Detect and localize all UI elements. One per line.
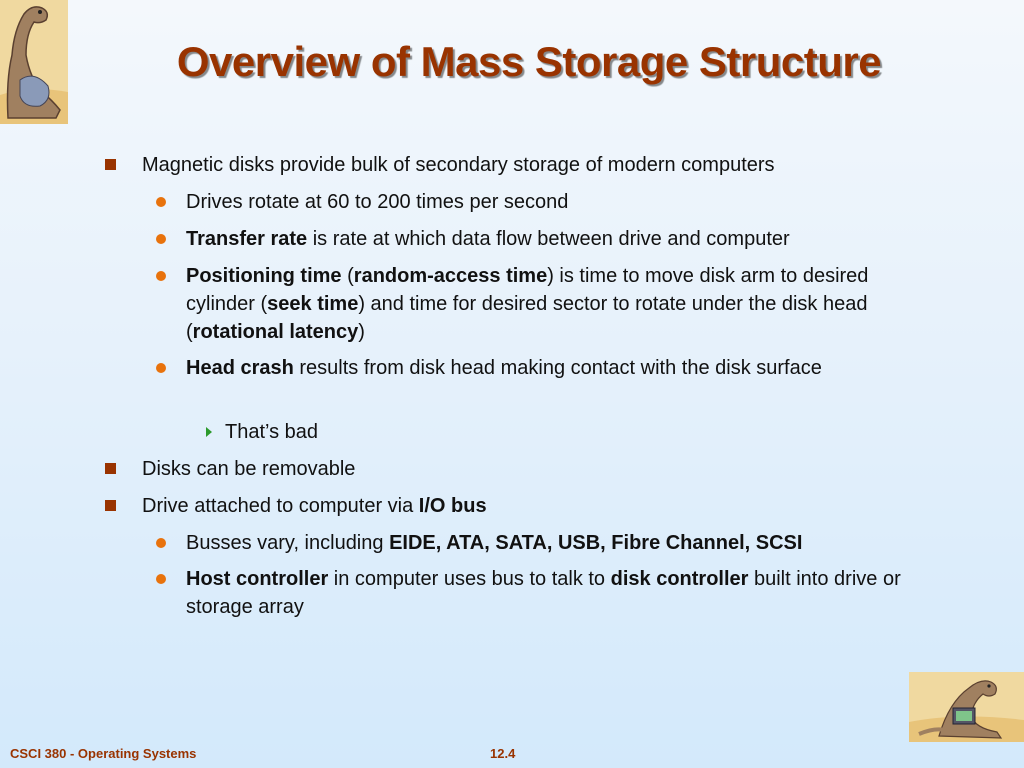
square-bullet-icon — [105, 500, 116, 511]
arrow-bullet-icon — [206, 427, 212, 437]
bullet-magnetic-disks: Magnetic disks provide bulk of secondary storage of modern computers — [142, 154, 775, 176]
dot-bullet-icon — [156, 234, 166, 244]
bullet-thats-bad: That’s bad — [225, 421, 319, 443]
dot-bullet-icon — [156, 538, 166, 548]
dinosaur-computer-icon — [909, 672, 1024, 742]
slide-title: Overview of Mass Storage Structure — [176, 38, 882, 85]
dot-bullet-icon — [156, 271, 166, 281]
dot-bullet-icon — [156, 197, 166, 207]
dot-bullet-icon — [156, 574, 166, 584]
footer-course: CSCI 380 - Operating Systems — [10, 746, 197, 761]
bullet-removable: Disks can be removable — [142, 458, 356, 480]
bullet-positioning-time: Positioning time (random-access time) is time to move disk arm to desired cylinder (seek time) and time for desired sector to rotate under the disk head (rotational latency) — [186, 265, 869, 343]
bullet-transfer-rate: Transfer rate is rate at which data flow between drive and computer — [186, 228, 790, 250]
bullet-drive-attached: Drive attached to computer via I/O bus — [142, 495, 487, 517]
footer-page-number: 12.4 — [490, 746, 516, 761]
square-bullet-icon — [105, 159, 116, 170]
bullet-host-controller: Host controller in computer uses bus to talk to disk controller built into drive or storage array — [186, 568, 901, 618]
bullet-head-crash: Head crash results from disk head making contact with the disk surface — [186, 357, 822, 379]
bullet-busses-vary: Busses vary, including EIDE, ATA, SATA, USB, Fibre Channel, SCSI — [186, 532, 803, 554]
bullet-drives-rotate: Drives rotate at 60 to 200 times per second — [186, 191, 569, 213]
dot-bullet-icon — [156, 363, 166, 373]
square-bullet-icon — [105, 463, 116, 474]
